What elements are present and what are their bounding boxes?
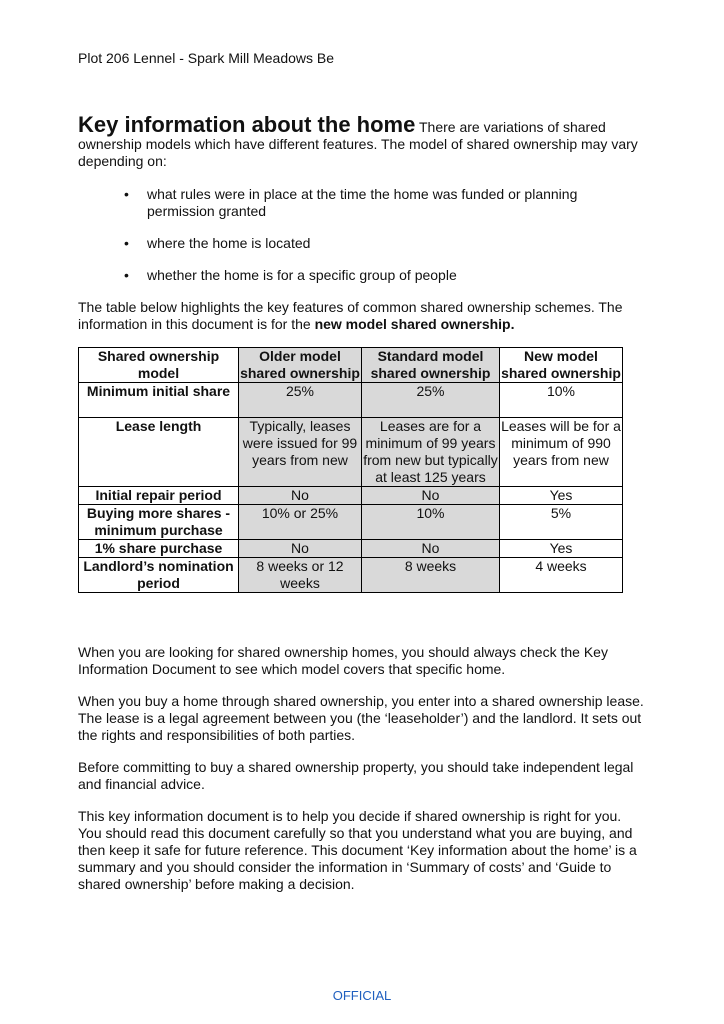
body-text	[78, 644, 644, 908]
row-label: 1% share purchase	[79, 540, 239, 558]
table-cell: Typically, leases were issued for 99 years from new	[239, 418, 362, 487]
table-cell: 10%	[500, 383, 623, 418]
page-header: Plot 206 Lennel - Spark Mill Meadows Be	[78, 50, 335, 66]
list-item: • where the home is located	[124, 235, 311, 251]
row-label: Landlord’s nomination period	[79, 558, 239, 593]
table-cell: 25%	[362, 383, 500, 418]
table-cell: Leases are for a minimum of 99 years from new but typically at least 125 years	[363, 418, 498, 485]
table-cell: 5%	[500, 505, 623, 540]
shared-ownership-table	[78, 347, 623, 593]
table-row	[79, 383, 623, 418]
column-header: New model shared ownership	[501, 348, 621, 381]
column-header: Shared ownership model	[79, 348, 239, 383]
table-cell: Yes	[500, 540, 623, 558]
table-row	[79, 418, 623, 487]
list-item: • what rules were in place at the time the home was funded or planning permission granted	[124, 186, 578, 219]
bullet-icon: •	[124, 235, 129, 251]
table-cell: Yes	[500, 487, 623, 505]
row-label: Buying more shares - minimum purchase	[79, 505, 239, 540]
table-row	[79, 505, 623, 540]
table-cell: 25%	[239, 383, 362, 418]
intro-text: There are variations of shared ownership models which have different features. The model of shared ownership may vary depending on:	[78, 119, 638, 169]
bullet-icon: •	[124, 267, 129, 283]
table-cell: No	[362, 487, 500, 505]
table-row	[79, 540, 623, 558]
table-row	[79, 558, 623, 593]
table-note-emphasis: new model shared ownership.	[314, 316, 515, 332]
paragraph: This key information document is to help you decide if shared ownership is right for you. You should read this document carefully so that you understand what you are buying, and then keep it safe for future reference. This document ‘Key information about the home’ is a summary and you should consider the information in ‘Summary of costs’ and ‘Guide to shared ownership’ before making a decision.	[78, 808, 637, 892]
column-header: Older model shared ownership	[240, 348, 360, 381]
column-header: Standard model shared ownership	[362, 348, 500, 383]
table-note: The table below highlights the key features of common shared ownership schemes. The information in this document is for the new model shared ownership.	[78, 299, 623, 332]
paragraph: When you buy a home through shared ownership, you enter into a shared ownership lease. The lease is a legal agreement between you (the ‘leaseholder’) and the landlord. It sets out the rights and responsibilities of both parties.	[78, 693, 644, 743]
table-cell: No	[239, 487, 362, 505]
paragraph: Before committing to buy a shared ownership property, you should take independent legal and financial advice.	[78, 759, 634, 792]
page-title: Key information about the home	[78, 112, 416, 137]
table-cell: 10%	[362, 505, 500, 540]
row-label: Lease length	[79, 418, 239, 487]
table-cell: 10% or 25%	[239, 505, 362, 540]
table-cell: 8 weeks or 12 weeks	[239, 558, 362, 593]
bullet-icon: •	[124, 186, 129, 202]
table-cell: No	[362, 540, 500, 558]
paragraph: When you are looking for shared ownership homes, you should always check the Key Information Document to see which model covers that specific home.	[78, 644, 608, 677]
intro-section	[78, 114, 638, 170]
bullet-list	[78, 186, 638, 299]
table-cell: 8 weeks	[362, 558, 500, 593]
table-cell: No	[239, 540, 362, 558]
row-label: Initial repair period	[79, 487, 239, 505]
table-cell: 4 weeks	[500, 558, 623, 593]
row-label: Minimum initial share	[79, 383, 239, 418]
table-cell: Leases will be for a minimum of 990 years from new	[500, 418, 623, 487]
classification-footer: OFFICIAL	[332, 988, 392, 1003]
table-header-row	[79, 348, 623, 383]
list-item: • whether the home is for a specific group of people	[124, 267, 457, 283]
table-row	[79, 487, 623, 505]
